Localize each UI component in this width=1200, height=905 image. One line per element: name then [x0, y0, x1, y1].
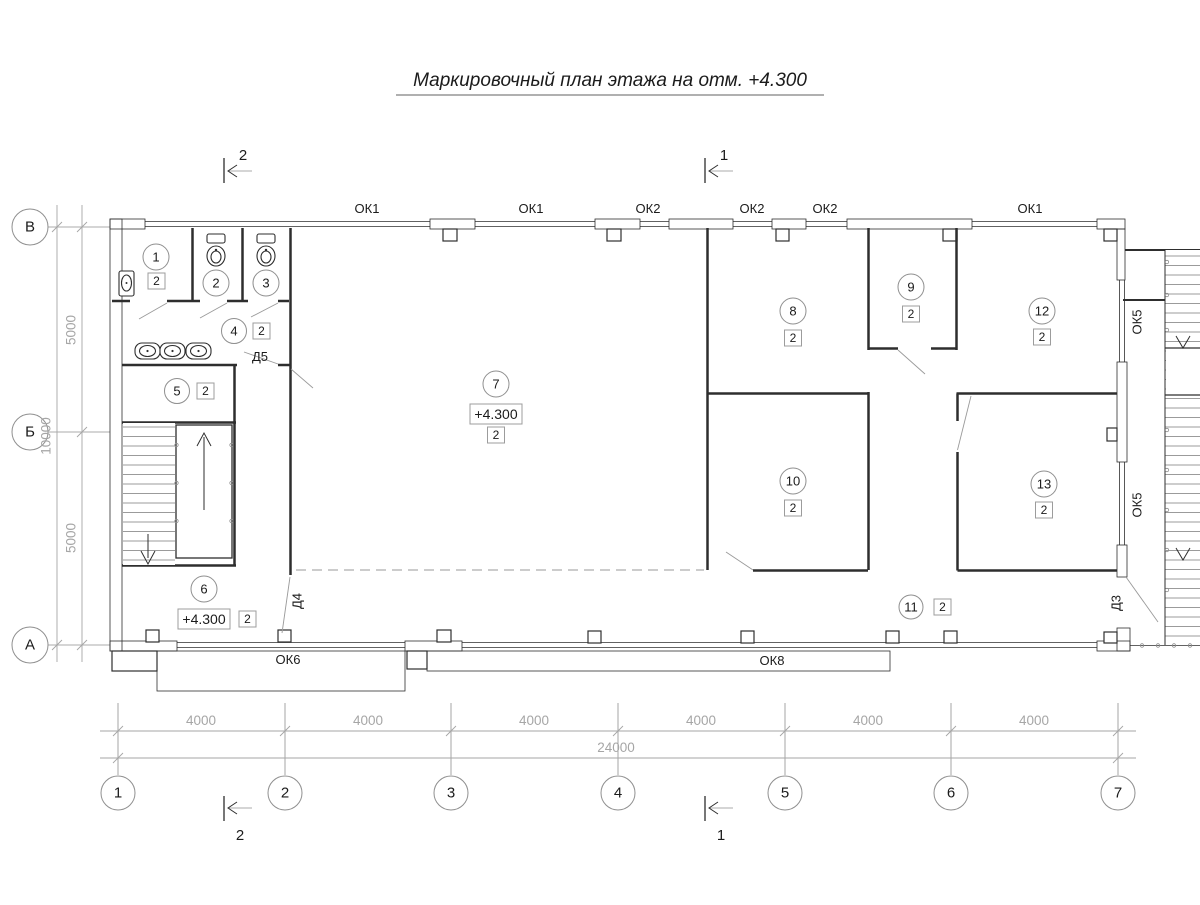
room-number-7: 7 — [492, 376, 500, 392]
room-number-6: 6 — [200, 581, 208, 597]
room-number-13: 13 — [1036, 476, 1052, 492]
finish-badge-13: 2 — [1040, 503, 1048, 517]
dim-bottom-segment: 4000 — [185, 713, 217, 728]
finish-badge-12: 2 — [1038, 330, 1046, 344]
window-label-ok1: ОК1 — [1017, 201, 1043, 216]
door-label-d4: Д4 — [289, 592, 305, 610]
grid-col-label: 4 — [613, 784, 623, 802]
toilet-icon — [257, 234, 275, 266]
grid-col-label: 2 — [280, 784, 290, 802]
grid-col-label: 3 — [446, 784, 456, 802]
room-number-8: 8 — [789, 303, 797, 319]
window-label-ok2: ОК2 — [739, 201, 765, 216]
section-label: 2 — [235, 827, 245, 844]
dim-left-total: 10000 — [38, 417, 54, 455]
elevation-mark-6: +4.300 — [182, 611, 226, 627]
room-number-4: 4 — [230, 323, 238, 339]
grid-col-label: 6 — [946, 784, 956, 802]
toilet-icon — [207, 234, 225, 266]
finish-badge-9: 2 — [907, 307, 915, 321]
grid-row-label: В — [24, 218, 36, 236]
room-number-10: 10 — [785, 473, 801, 489]
grid-col-label: 7 — [1113, 784, 1123, 802]
section-label: 1 — [716, 827, 726, 844]
room-number-2: 2 — [212, 275, 220, 291]
window-label-ok6: ОК6 — [275, 652, 301, 667]
finish-badge-10: 2 — [789, 501, 797, 515]
room-number-1: 1 — [152, 249, 160, 265]
urinal-icon — [119, 271, 134, 296]
finish-badge-11: 2 — [939, 600, 946, 614]
sink-icon — [186, 343, 211, 359]
elevation-mark-7: +4.300 — [474, 406, 518, 422]
section-label: 2 — [238, 147, 248, 164]
page-title: Маркировочный план этажа на отм. +4.300 — [413, 70, 807, 91]
grid-row-label: А — [24, 636, 36, 654]
window-label-ok8: ОК8 — [759, 653, 785, 668]
door-label-d5: Д5 — [252, 349, 269, 364]
grid-col-label: 5 — [780, 784, 790, 802]
dim-bottom-segment: 4000 — [518, 713, 550, 728]
room-number-11: 11 — [904, 599, 918, 615]
window-label-ok5: ОК5 — [1129, 309, 1145, 335]
dim-left-segment: 5000 — [63, 314, 79, 346]
finish-badge-1: 2 — [153, 274, 160, 288]
door-label-d3: Д3 — [1108, 594, 1124, 612]
dim-bottom-segment: 4000 — [685, 713, 717, 728]
finish-badge-7: 2 — [492, 428, 500, 442]
room-number-12: 12 — [1034, 303, 1050, 319]
finish-badge-4: 2 — [258, 324, 265, 338]
finish-badge-6: 2 — [244, 612, 251, 626]
window-label-ok1: ОК1 — [354, 201, 380, 216]
sink-icon — [160, 343, 185, 359]
window-label-ok2: ОК2 — [812, 201, 838, 216]
dim-left-segment: 5000 — [63, 522, 79, 554]
finish-badge-5: 2 — [202, 384, 209, 398]
dim-bottom-segment: 4000 — [1018, 713, 1050, 728]
grid-row-label: Б — [25, 423, 35, 441]
room-number-9: 9 — [907, 279, 915, 295]
window-label-ok1: ОК1 — [518, 201, 544, 216]
window-label-ok5: ОК5 — [1129, 492, 1145, 518]
room-number-3: 3 — [262, 275, 270, 291]
sink-icon — [135, 343, 160, 359]
finish-badge-8: 2 — [789, 331, 797, 345]
grid-col-label: 1 — [113, 784, 123, 802]
section-label: 1 — [719, 147, 729, 164]
room-number-5: 5 — [173, 383, 181, 399]
dim-bottom-total: 24000 — [597, 740, 635, 755]
dim-bottom-segment: 4000 — [852, 713, 884, 728]
window-label-ok2: ОК2 — [635, 201, 661, 216]
dim-bottom-segment: 4000 — [352, 713, 384, 728]
